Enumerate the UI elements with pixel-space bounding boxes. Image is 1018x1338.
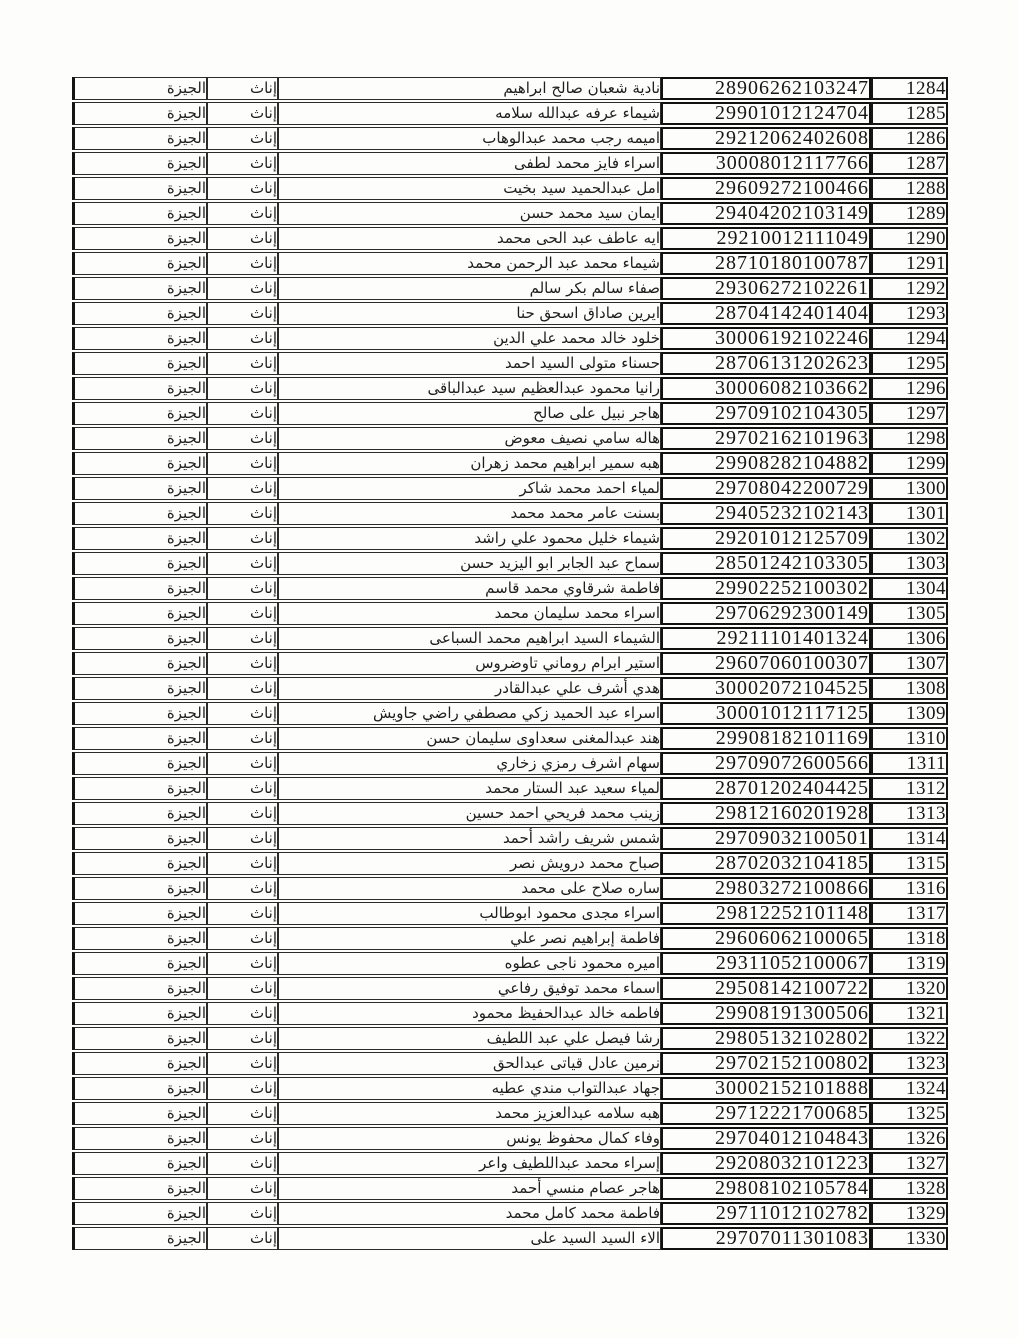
national-id-cell: 29208032101223 [661, 1152, 871, 1175]
table-row [72, 1002, 948, 1025]
table-row [72, 1102, 948, 1125]
table-row [72, 227, 948, 250]
national-id-cell: 29212062402608 [661, 127, 871, 150]
national-id-cell: 29706292300149 [661, 602, 871, 625]
name-cell: لمياء سعيد عبد الستار محمد [278, 777, 661, 800]
serial-cell: 1315 [871, 852, 948, 875]
gender-cell: إناث [207, 602, 278, 625]
national-id-cell: 29709102104305 [661, 402, 871, 425]
national-id-cell: 29812252101148 [661, 902, 871, 925]
national-id-cell: 29812160201928 [661, 802, 871, 825]
governorate-cell: الجيزة [72, 452, 207, 475]
serial-cell: 1305 [871, 602, 948, 625]
name-cell: هاجر عصام منسي أحمد [278, 1177, 661, 1200]
gender-cell: إناث [207, 152, 278, 175]
serial-cell: 1316 [871, 877, 948, 900]
table-row [72, 952, 948, 975]
table-row [72, 777, 948, 800]
gender-cell: إناث [207, 352, 278, 375]
name-cell: اميمه رجب محمد عبدالوهاب [278, 127, 661, 150]
gender-cell: إناث [207, 1177, 278, 1200]
name-cell: خلود خالد محمد علي الدين [278, 327, 661, 350]
gender-cell: إناث [207, 1102, 278, 1125]
table-row [72, 277, 948, 300]
national-id-cell: 29702152100802 [661, 1052, 871, 1075]
serial-cell: 1303 [871, 552, 948, 575]
gender-cell: إناث [207, 127, 278, 150]
name-cell: هند عبدالمغنى سعداوى سليمان حسن [278, 727, 661, 750]
gender-cell: إناث [207, 502, 278, 525]
table-row [72, 327, 948, 350]
national-id-cell: 28704142401404 [661, 302, 871, 325]
gender-cell: إناث [207, 977, 278, 1000]
gender-cell: إناث [207, 102, 278, 125]
governorate-cell: الجيزة [72, 1027, 207, 1050]
name-cell: جهاد عبدالتواب مندي عطيه [278, 1077, 661, 1100]
governorate-cell: الجيزة [72, 477, 207, 500]
serial-cell: 1292 [871, 277, 948, 300]
name-cell: حسناء متولى السيد احمد [278, 352, 661, 375]
serial-cell: 1314 [871, 827, 948, 850]
governorate-cell: الجيزة [72, 1152, 207, 1175]
serial-cell: 1288 [871, 177, 948, 200]
name-cell: الاء السيد السيد على [278, 1227, 661, 1250]
governorate-cell: الجيزة [72, 1002, 207, 1025]
name-cell: شيماء محمد عبد الرحمن محمد [278, 252, 661, 275]
serial-cell: 1286 [871, 127, 948, 150]
table-row [72, 1227, 948, 1250]
table-row [72, 627, 948, 650]
governorate-cell: الجيزة [72, 327, 207, 350]
name-cell: سماح عبد الجابر ابو اليزيد حسن [278, 552, 661, 575]
gender-cell: إناث [207, 1127, 278, 1150]
gender-cell: إناث [207, 902, 278, 925]
serial-cell: 1306 [871, 627, 948, 650]
name-cell: شمس شريف راشد أحمد [278, 827, 661, 850]
governorate-cell: الجيزة [72, 152, 207, 175]
national-id-cell: 29902252100302 [661, 577, 871, 600]
governorate-cell: الجيزة [72, 502, 207, 525]
table-row [72, 552, 948, 575]
serial-cell: 1313 [871, 802, 948, 825]
name-cell: هاجر نبيل على صالح [278, 402, 661, 425]
table-row [72, 252, 948, 275]
serial-cell: 1319 [871, 952, 948, 975]
serial-cell: 1320 [871, 977, 948, 1000]
governorate-cell: الجيزة [72, 77, 207, 100]
serial-cell: 1299 [871, 452, 948, 475]
gender-cell: إناث [207, 652, 278, 675]
gender-cell: إناث [207, 302, 278, 325]
national-id-cell: 30001012117125 [661, 702, 871, 725]
name-cell: الشيماء السيد ابراهيم محمد السباعى [278, 627, 661, 650]
governorate-cell: الجيزة [72, 377, 207, 400]
table-row [72, 502, 948, 525]
gender-cell: إناث [207, 1227, 278, 1250]
gender-cell: إناث [207, 1052, 278, 1075]
gender-cell: إناث [207, 552, 278, 575]
serial-cell: 1297 [871, 402, 948, 425]
serial-cell: 1307 [871, 652, 948, 675]
name-cell: اسراء عبد الحميد زكي مصطفي راضي جاويش [278, 702, 661, 725]
serial-cell: 1302 [871, 527, 948, 550]
table-row [72, 652, 948, 675]
table-row [72, 877, 948, 900]
gender-cell: إناث [207, 452, 278, 475]
table-row [72, 1127, 948, 1150]
table-row [72, 352, 948, 375]
name-cell: ايرين صاداق اسحق حنا [278, 302, 661, 325]
name-cell: فاطمه خالد عبدالحفيظ محمود [278, 1002, 661, 1025]
governorate-cell: الجيزة [72, 1127, 207, 1150]
governorate-cell: الجيزة [72, 752, 207, 775]
governorate-cell: الجيزة [72, 977, 207, 1000]
gender-cell: إناث [207, 827, 278, 850]
serial-cell: 1289 [871, 202, 948, 225]
governorate-cell: الجيزة [72, 252, 207, 275]
name-cell: لمياء احمد محمد شاكر [278, 477, 661, 500]
governorate-cell: الجيزة [72, 677, 207, 700]
governorate-cell: الجيزة [72, 577, 207, 600]
table-row [72, 152, 948, 175]
name-cell: هدي أشرف علي عبدالقادر [278, 677, 661, 700]
serial-cell: 1287 [871, 152, 948, 175]
gender-cell: إناث [207, 277, 278, 300]
serial-cell: 1298 [871, 427, 948, 450]
national-id-cell: 29908282104882 [661, 452, 871, 475]
governorate-cell: الجيزة [72, 652, 207, 675]
gender-cell: إناث [207, 752, 278, 775]
name-cell: صفاء سالم بكر سالم [278, 277, 661, 300]
national-id-cell: 29404202103149 [661, 202, 871, 225]
governorate-cell: الجيزة [72, 902, 207, 925]
table-row [72, 852, 948, 875]
governorate-cell: الجيزة [72, 602, 207, 625]
gender-cell: إناث [207, 77, 278, 100]
serial-cell: 1328 [871, 1177, 948, 1200]
governorate-cell: الجيزة [72, 102, 207, 125]
serial-cell: 1323 [871, 1052, 948, 1075]
national-id-cell: 29607060100307 [661, 652, 871, 675]
table-row [72, 377, 948, 400]
national-id-cell: 29306272102261 [661, 277, 871, 300]
governorate-cell: الجيزة [72, 277, 207, 300]
gender-cell: إناث [207, 952, 278, 975]
table-row [72, 752, 948, 775]
serial-cell: 1290 [871, 227, 948, 250]
national-id-cell: 29908182101169 [661, 727, 871, 750]
governorate-cell: الجيزة [72, 302, 207, 325]
table-row [72, 427, 948, 450]
name-cell: هبه سمير ابراهيم محمد زهران [278, 452, 661, 475]
national-id-cell: 30006192102246 [661, 327, 871, 350]
governorate-cell: الجيزة [72, 877, 207, 900]
gender-cell: إناث [207, 1202, 278, 1225]
name-cell: فاطمة محمد كامل محمد [278, 1202, 661, 1225]
gender-cell: إناث [207, 702, 278, 725]
national-id-cell: 30008012117766 [661, 152, 871, 175]
name-cell: هبه سلامه عبدالعزيز محمد [278, 1102, 661, 1125]
national-id-cell: 29211101401324 [661, 627, 871, 650]
gender-cell: إناث [207, 677, 278, 700]
table-row [72, 477, 948, 500]
gender-cell: إناث [207, 527, 278, 550]
national-id-cell: 29711012102782 [661, 1202, 871, 1225]
table-row [72, 702, 948, 725]
serial-cell: 1296 [871, 377, 948, 400]
gender-cell: إناث [207, 252, 278, 275]
gender-cell: إناث [207, 477, 278, 500]
name-cell: سهام اشرف رمزي زخاري [278, 752, 661, 775]
national-id-cell: 29708042200729 [661, 477, 871, 500]
gender-cell: إناث [207, 327, 278, 350]
name-cell: اسراء مجدى محمود ابوطالب [278, 902, 661, 925]
national-id-cell: 29606062100065 [661, 927, 871, 950]
table-row [72, 177, 948, 200]
serial-cell: 1301 [871, 502, 948, 525]
governorate-cell: الجيزة [72, 552, 207, 575]
serial-cell: 1308 [871, 677, 948, 700]
name-cell: ايه عاطف عبد الحى محمد [278, 227, 661, 250]
governorate-cell: الجيزة [72, 427, 207, 450]
name-cell: هاله سامي نصيف معوض [278, 427, 661, 450]
governorate-cell: الجيزة [72, 177, 207, 200]
serial-cell: 1285 [871, 102, 948, 125]
gender-cell: إناث [207, 177, 278, 200]
table-row [72, 677, 948, 700]
gender-cell: إناث [207, 1077, 278, 1100]
national-id-cell: 28710180100787 [661, 252, 871, 275]
gender-cell: إناث [207, 402, 278, 425]
name-cell: صباح محمد درويش نصر [278, 852, 661, 875]
national-id-cell: 28701202404425 [661, 777, 871, 800]
name-cell: امل عبدالحميد سيد بخيت [278, 177, 661, 200]
national-id-cell: 28706131202623 [661, 352, 871, 375]
gender-cell: إناث [207, 202, 278, 225]
serial-cell: 1304 [871, 577, 948, 600]
governorate-cell: الجيزة [72, 202, 207, 225]
table-row [72, 1152, 948, 1175]
table-row [72, 1027, 948, 1050]
table-row [72, 977, 948, 1000]
serial-cell: 1329 [871, 1202, 948, 1225]
serial-cell: 1324 [871, 1077, 948, 1100]
name-cell: رشا فيصل علي عبد اللطيف [278, 1027, 661, 1050]
national-id-cell: 29704012104843 [661, 1127, 871, 1150]
serial-cell: 1312 [871, 777, 948, 800]
national-id-cell: 29709032100501 [661, 827, 871, 850]
governorate-cell: الجيزة [72, 927, 207, 950]
serial-cell: 1293 [871, 302, 948, 325]
governorate-cell: الجيزة [72, 402, 207, 425]
serial-cell: 1321 [871, 1002, 948, 1025]
gender-cell: إناث [207, 577, 278, 600]
national-id-cell: 29201012125709 [661, 527, 871, 550]
serial-cell: 1294 [871, 327, 948, 350]
name-cell: بسنت عامر محمد محمد [278, 502, 661, 525]
national-id-cell: 29707011301083 [661, 1227, 871, 1250]
table-row [72, 102, 948, 125]
serial-cell: 1311 [871, 752, 948, 775]
serial-cell: 1300 [871, 477, 948, 500]
name-cell: فاطمة شرقاوي محمد قاسم [278, 577, 661, 600]
table-row [72, 402, 948, 425]
serial-cell: 1295 [871, 352, 948, 375]
national-id-cell: 29609272100466 [661, 177, 871, 200]
table-row [72, 827, 948, 850]
roster-table [72, 75, 948, 1252]
national-id-cell: 29709072600566 [661, 752, 871, 775]
name-cell: زينب محمد فريحي احمد حسين [278, 802, 661, 825]
gender-cell: إناث [207, 1027, 278, 1050]
table-row [72, 527, 948, 550]
table-row [72, 927, 948, 950]
name-cell: ايمان سيد محمد حسن [278, 202, 661, 225]
governorate-cell: الجيزة [72, 352, 207, 375]
governorate-cell: الجيزة [72, 627, 207, 650]
table-row [72, 802, 948, 825]
serial-cell: 1291 [871, 252, 948, 275]
national-id-cell: 29805132102802 [661, 1027, 871, 1050]
governorate-cell: الجيزة [72, 1177, 207, 1200]
national-id-cell: 29311052100067 [661, 952, 871, 975]
national-id-cell: 29405232102143 [661, 502, 871, 525]
governorate-cell: الجيزة [72, 952, 207, 975]
governorate-cell: الجيزة [72, 852, 207, 875]
national-id-cell: 29908191300506 [661, 1002, 871, 1025]
gender-cell: إناث [207, 777, 278, 800]
serial-cell: 1317 [871, 902, 948, 925]
table-row [72, 1202, 948, 1225]
serial-cell: 1325 [871, 1102, 948, 1125]
governorate-cell: الجيزة [72, 827, 207, 850]
governorate-cell: الجيزة [72, 1227, 207, 1250]
gender-cell: إناث [207, 377, 278, 400]
national-id-cell: 28906262103247 [661, 77, 871, 100]
gender-cell: إناث [207, 877, 278, 900]
table-row [72, 127, 948, 150]
table-row [72, 1177, 948, 1200]
name-cell: ساره صلاح على محمد [278, 877, 661, 900]
serial-cell: 1326 [871, 1127, 948, 1150]
table-row [72, 1077, 948, 1100]
roster-body [72, 77, 948, 1250]
name-cell: رانيا محمود عبدالعظيم سيد عبدالباقى [278, 377, 661, 400]
name-cell: وفاء كمال محفوظ يونس [278, 1127, 661, 1150]
serial-cell: 1318 [871, 927, 948, 950]
name-cell: اسراء فايز محمد لطفى [278, 152, 661, 175]
name-cell: اميره محمود ناجى عطوه [278, 952, 661, 975]
governorate-cell: الجيزة [72, 127, 207, 150]
gender-cell: إناث [207, 852, 278, 875]
table-row [72, 77, 948, 100]
national-id-cell: 30006082103662 [661, 377, 871, 400]
name-cell: نادية شعبان صالح ابراهيم [278, 77, 661, 100]
table-row [72, 202, 948, 225]
table-row [72, 452, 948, 475]
governorate-cell: الجيزة [72, 802, 207, 825]
gender-cell: إناث [207, 1002, 278, 1025]
national-id-cell: 29803272100866 [661, 877, 871, 900]
table-row [72, 302, 948, 325]
table-row [72, 727, 948, 750]
gender-cell: إناث [207, 1152, 278, 1175]
table-row [72, 1052, 948, 1075]
gender-cell: إناث [207, 427, 278, 450]
gender-cell: إناث [207, 727, 278, 750]
name-cell: اسماء محمد توفيق رفاعي [278, 977, 661, 1000]
national-id-cell: 30002072104525 [661, 677, 871, 700]
governorate-cell: الجيزة [72, 1102, 207, 1125]
national-id-cell: 28702032104185 [661, 852, 871, 875]
governorate-cell: الجيزة [72, 777, 207, 800]
name-cell: استير ابرام روماني تاوضروس [278, 652, 661, 675]
serial-cell: 1327 [871, 1152, 948, 1175]
national-id-cell: 29808102105784 [661, 1177, 871, 1200]
serial-cell: 1322 [871, 1027, 948, 1050]
serial-cell: 1330 [871, 1227, 948, 1250]
national-id-cell: 28501242103305 [661, 552, 871, 575]
governorate-cell: الجيزة [72, 527, 207, 550]
name-cell: شيماء عرفه عبدالله سلامه [278, 102, 661, 125]
governorate-cell: الجيزة [72, 1202, 207, 1225]
serial-cell: 1284 [871, 77, 948, 100]
governorate-cell: الجيزة [72, 1077, 207, 1100]
table-row [72, 577, 948, 600]
serial-cell: 1309 [871, 702, 948, 725]
national-id-cell: 29712221700685 [661, 1102, 871, 1125]
serial-cell: 1310 [871, 727, 948, 750]
gender-cell: إناث [207, 627, 278, 650]
name-cell: اسراء محمد سليمان محمد [278, 602, 661, 625]
national-id-cell: 29210012111049 [661, 227, 871, 250]
governorate-cell: الجيزة [72, 727, 207, 750]
national-id-cell: 29702162101963 [661, 427, 871, 450]
name-cell: إسراء محمد عبداللطيف واعر [278, 1152, 661, 1175]
name-cell: نرمين عادل قياتى عبدالحق [278, 1052, 661, 1075]
name-cell: فاطمة إبراهيم نصر علي [278, 927, 661, 950]
table-row [72, 602, 948, 625]
gender-cell: إناث [207, 227, 278, 250]
governorate-cell: الجيزة [72, 1052, 207, 1075]
governorate-cell: الجيزة [72, 702, 207, 725]
national-id-cell: 30002152101888 [661, 1077, 871, 1100]
table-row [72, 902, 948, 925]
name-cell: شيماء خليل محمود علي راشد [278, 527, 661, 550]
gender-cell: إناث [207, 927, 278, 950]
national-id-cell: 29901012124704 [661, 102, 871, 125]
governorate-cell: الجيزة [72, 227, 207, 250]
national-id-cell: 29508142100722 [661, 977, 871, 1000]
gender-cell: إناث [207, 802, 278, 825]
